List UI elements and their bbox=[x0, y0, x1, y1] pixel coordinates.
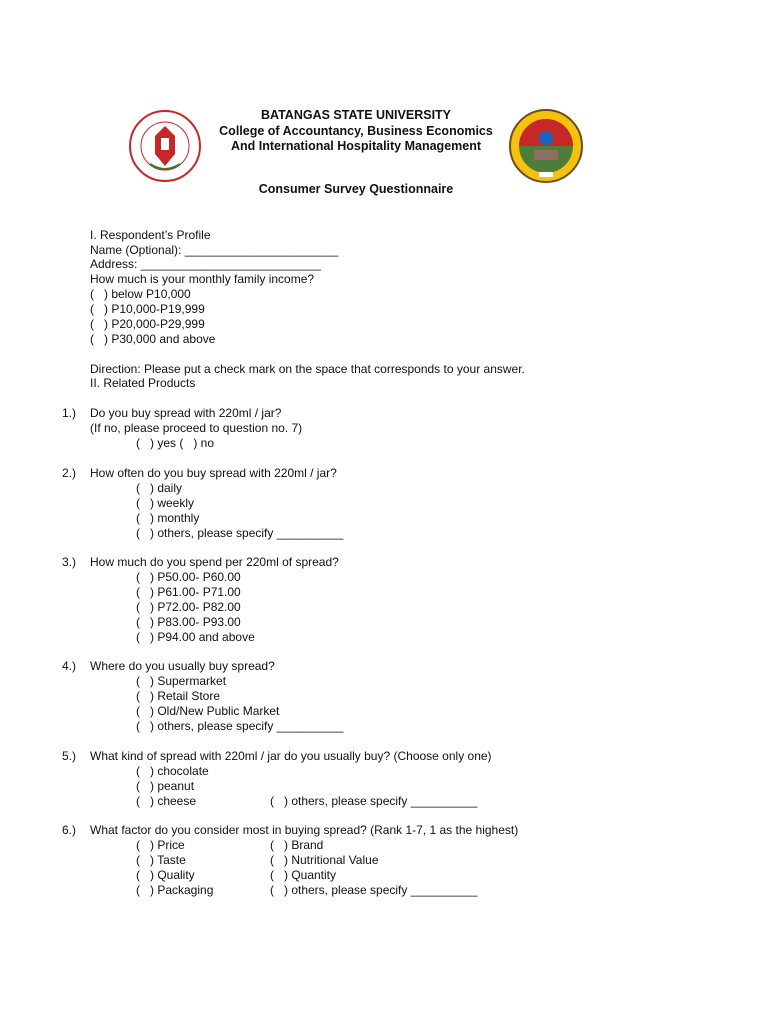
university-name: BATANGAS STATE UNIVERSITY bbox=[260, 108, 452, 122]
question-number: 2.) bbox=[62, 466, 77, 480]
income-option[interactable]: ( ) below P10,000 bbox=[90, 287, 191, 301]
question-number: 4.) bbox=[62, 659, 77, 673]
answer-option[interactable]: ( ) Taste bbox=[136, 853, 186, 867]
name-field[interactable]: Name (Optional): _______________________ bbox=[90, 243, 339, 257]
answer-option[interactable]: ( ) chocolate bbox=[136, 764, 209, 778]
answer-option[interactable]: ( ) others, please specify __________ bbox=[136, 719, 344, 733]
direction-text: Direction: Please put a check mark on the space that corresponds to your answer. bbox=[90, 362, 525, 376]
question-number: 5.) bbox=[62, 749, 77, 763]
answer-option[interactable]: ( ) cheese bbox=[136, 794, 197, 808]
question-text: How often do you buy spread with 220ml / jar? bbox=[90, 466, 337, 480]
income-option[interactable]: ( ) P10,000-P19,999 bbox=[90, 302, 205, 316]
answer-option[interactable]: ( ) Quality bbox=[136, 868, 195, 882]
income-option[interactable]: ( ) P20,000-P29,999 bbox=[90, 317, 205, 331]
answer-option[interactable]: ( ) Supermarket bbox=[136, 674, 227, 688]
question-text: What factor do you consider most in buying spread? (Rank 1-7, 1 as the highest) bbox=[90, 823, 519, 837]
questionnaire-title: Consumer Survey Questionnaire bbox=[258, 182, 454, 196]
question-text: Do you buy spread with 220ml / jar? bbox=[90, 406, 282, 420]
profile-heading: I. Respondent’s Profile bbox=[90, 228, 211, 242]
question-text: Where do you usually buy spread? bbox=[90, 659, 275, 673]
answer-option[interactable]: ( ) Retail Store bbox=[136, 689, 221, 703]
income-question: How much is your monthly family income? bbox=[90, 272, 315, 286]
answer-option[interactable]: ( ) P94.00 and above bbox=[136, 630, 255, 644]
answer-option[interactable]: ( ) Brand bbox=[270, 838, 324, 852]
question-number: 3.) bbox=[62, 555, 77, 569]
answer-option[interactable]: ( ) monthly bbox=[136, 511, 200, 525]
answer-option[interactable]: ( ) Price bbox=[136, 838, 185, 852]
address-field[interactable]: Address: ___________________________ bbox=[90, 257, 321, 271]
question-text: How much do you spend per 220ml of spread? bbox=[90, 555, 339, 569]
answer-option[interactable]: ( ) others, please specify __________ bbox=[270, 883, 478, 897]
answer-option[interactable]: ( ) Old/New Public Market bbox=[136, 704, 280, 718]
answer-option[interactable]: ( ) Quantity bbox=[270, 868, 337, 882]
answer-option[interactable]: ( ) Nutritional Value bbox=[270, 853, 379, 867]
college-name-line1: College of Accountancy, Business Economics bbox=[219, 124, 493, 138]
question-number: 1.) bbox=[62, 406, 77, 420]
section-heading: II. Related Products bbox=[90, 376, 196, 390]
yes-no-options[interactable]: ( ) yes ( ) no bbox=[136, 436, 215, 450]
answer-option[interactable]: ( ) weekly bbox=[136, 496, 195, 510]
question-number: 6.) bbox=[62, 823, 77, 837]
answer-option[interactable]: ( ) P72.00- P82.00 bbox=[136, 600, 241, 614]
college-name-line2: And International Hospitality Management bbox=[230, 139, 482, 153]
question-text: What kind of spread with 220ml / jar do you usually buy? (Choose only one) bbox=[90, 749, 492, 763]
income-option[interactable]: ( ) P30,000 and above bbox=[90, 332, 216, 346]
answer-option[interactable]: ( ) daily bbox=[136, 481, 183, 495]
answer-option[interactable]: ( ) Packaging bbox=[136, 883, 214, 897]
question-note: (If no, please proceed to question no. 7) bbox=[90, 421, 303, 435]
answer-option[interactable]: ( ) others, please specify __________ bbox=[270, 794, 478, 808]
answer-option[interactable]: ( ) others, please specify __________ bbox=[136, 526, 344, 540]
answer-option[interactable]: ( ) peanut bbox=[136, 779, 195, 793]
answer-option[interactable]: ( ) P61.00- P71.00 bbox=[136, 585, 241, 599]
answer-option[interactable]: ( ) P83.00- P93.00 bbox=[136, 615, 241, 629]
answer-option[interactable]: ( ) P50.00- P60.00 bbox=[136, 570, 241, 584]
